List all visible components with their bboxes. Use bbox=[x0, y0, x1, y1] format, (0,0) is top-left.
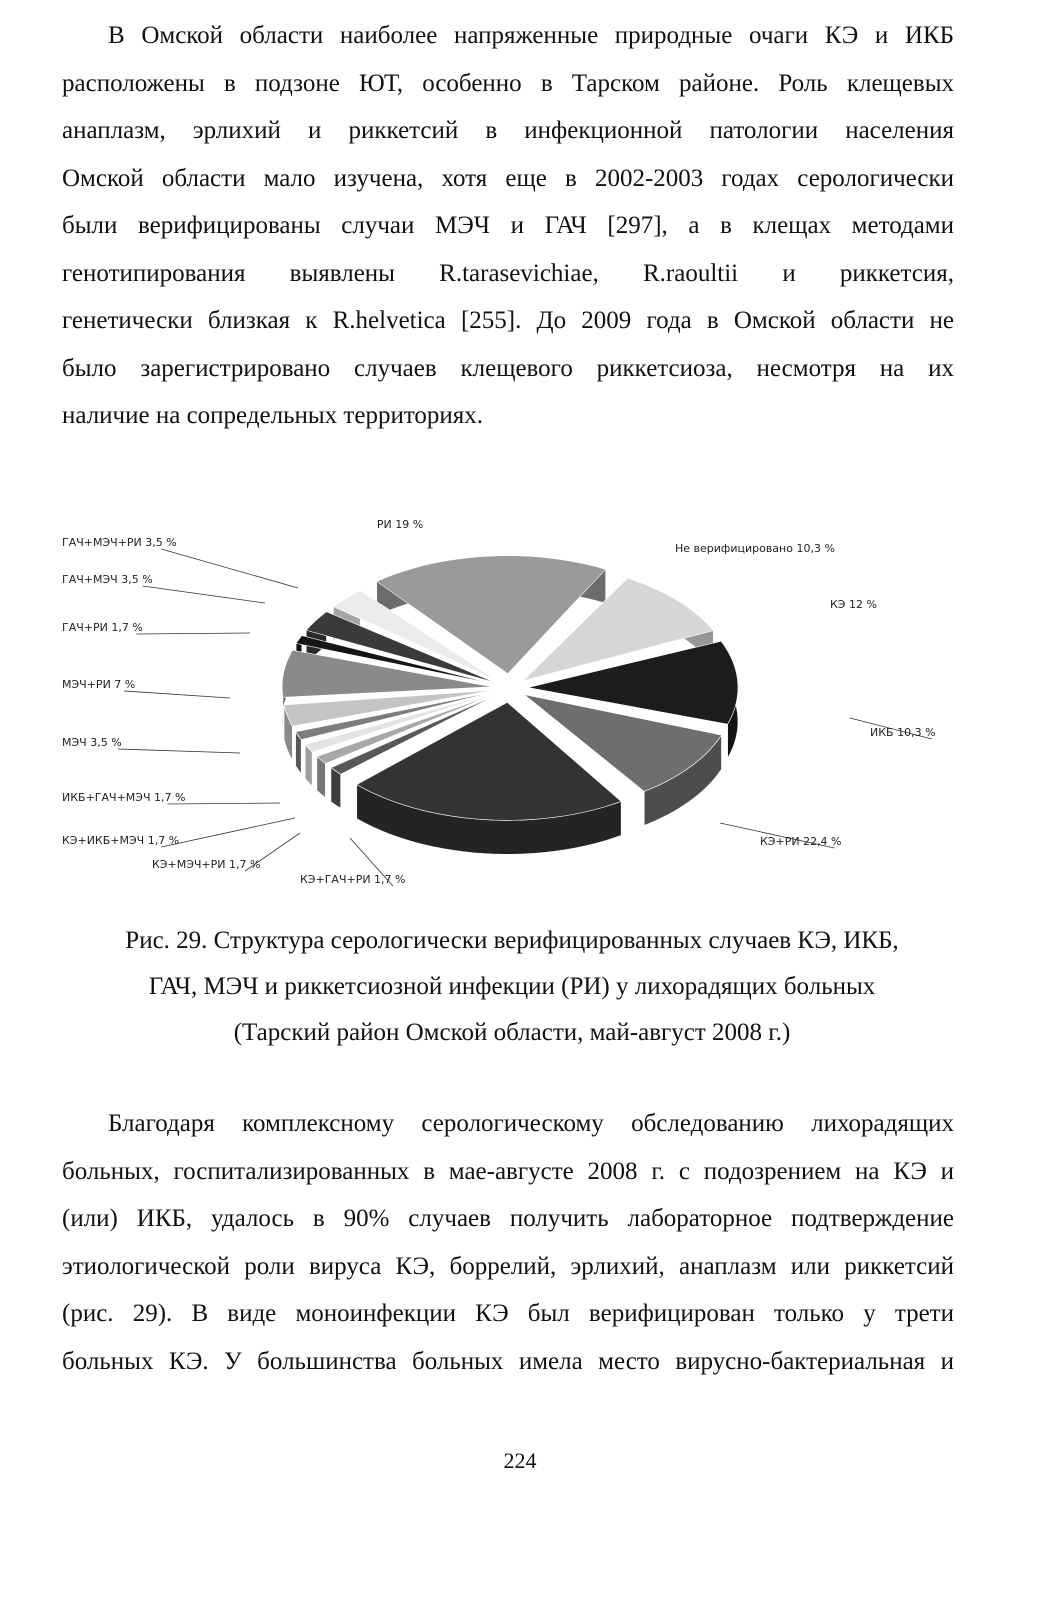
pie-slice-label: МЭЧ+РИ 7 % bbox=[62, 678, 136, 691]
pie-slice-label: РИ 19 % bbox=[376, 518, 424, 531]
pie-leader-line bbox=[118, 749, 240, 753]
pie-slice-label: ГАЧ+МЭЧ 3,5 % bbox=[62, 573, 153, 586]
text-line: В Омской области наиболее напряженные природные очаги КЭ и ИКБ bbox=[108, 22, 954, 49]
figure-caption bbox=[62, 918, 962, 1056]
pie-leader-line bbox=[143, 586, 265, 603]
pie-slice-label: КЭ+МЭЧ+РИ 1,7 % bbox=[152, 858, 261, 871]
text-line: (или) ИКБ, удалось в 90% случаев получить лабораторное подтверждение bbox=[62, 1205, 954, 1232]
text-line: Благодаря комплексному серологическому обследованию лихорадящих bbox=[108, 1110, 954, 1137]
pie-slice-label: ГАЧ+МЭЧ+РИ 3,5 % bbox=[62, 536, 177, 549]
page-number: 224 bbox=[503, 1448, 537, 1473]
text-line: генотипирования выявлены R.tarasevichiae, R.raoultii и риккетсия, bbox=[62, 259, 954, 287]
text-line: расположены в подзоне ЮТ, особенно в Тарском районе. Роль клещевых bbox=[62, 69, 954, 97]
text-line: больных, госпитализированных в мае-августе 2008 г. с подозрением на КЭ и bbox=[62, 1157, 954, 1185]
pie-slice-label: КЭ 12 % bbox=[830, 598, 877, 611]
text-line: этиологической роли вируса КЭ, боррелий, эрлихий, анаплазм или риккетсий bbox=[62, 1252, 954, 1280]
pie-slice-label: ИКБ+ГАЧ+МЭЧ 1,7 % bbox=[62, 791, 186, 804]
text-line: наличие на сопредельных территориях. bbox=[62, 402, 484, 429]
text-line: было зарегистрировано случаев клещевого риккетсиоза, несмотря на их bbox=[62, 354, 954, 382]
pie-slice-label: ГАЧ+РИ 1,7 % bbox=[62, 621, 143, 634]
pie-leader-line bbox=[161, 549, 298, 588]
paragraph-intro bbox=[62, 12, 954, 440]
paragraph-results bbox=[62, 1100, 954, 1385]
pie-slice-label: МЭЧ 3,5 % bbox=[62, 736, 122, 749]
caption-line: ГАЧ, МЭЧ и риккетсиозной инфекции (РИ) у лихорадящих больных bbox=[148, 973, 876, 1000]
pie-slice-label: КЭ+РИ 22,4 % bbox=[760, 835, 842, 848]
pie-slice-side bbox=[331, 768, 341, 808]
pie-leader-line bbox=[124, 691, 230, 698]
figure-pie-chart bbox=[60, 498, 980, 908]
pie-leader-line bbox=[136, 633, 250, 634]
pie-slice-label: КЭ+ИКБ+МЭЧ 1,7 % bbox=[62, 834, 180, 847]
caption-line: (Тарский район Омской области, май-август 2008 г.) bbox=[233, 1019, 791, 1046]
text-line: генетически близкая к R.helvetica [255]. До 2009 года в Омской области не bbox=[62, 307, 954, 334]
pie-slice-label: Не верифицировано 10,3 % bbox=[675, 542, 835, 555]
pie-chart bbox=[60, 498, 980, 908]
text-line: больных КЭ. У большинства больных имела место вирусно-бактериальная и bbox=[62, 1347, 954, 1375]
text-line: (рис. 29). В виде моноинфекции КЭ был верифицирован только у трети bbox=[62, 1300, 954, 1327]
text-line: анаплазм, эрлихий и риккетсий в инфекционной патологии населения bbox=[62, 117, 954, 144]
text-line: были верифицированы случаи МЭЧ и ГАЧ [297], а в клещах методами bbox=[62, 212, 954, 239]
pie-slice-label: КЭ+ГАЧ+РИ 1,7 % bbox=[300, 873, 406, 886]
text-line: Омской области мало изучена, хотя еще в 2002-2003 годах серологически bbox=[62, 164, 954, 192]
caption-line: Рис. 29. Структура серологически верифицированных случаев КЭ, ИКБ, bbox=[125, 927, 899, 954]
pie-slice-label: ИКБ 10,3 % bbox=[870, 726, 936, 739]
pie-leader-line bbox=[161, 818, 295, 847]
